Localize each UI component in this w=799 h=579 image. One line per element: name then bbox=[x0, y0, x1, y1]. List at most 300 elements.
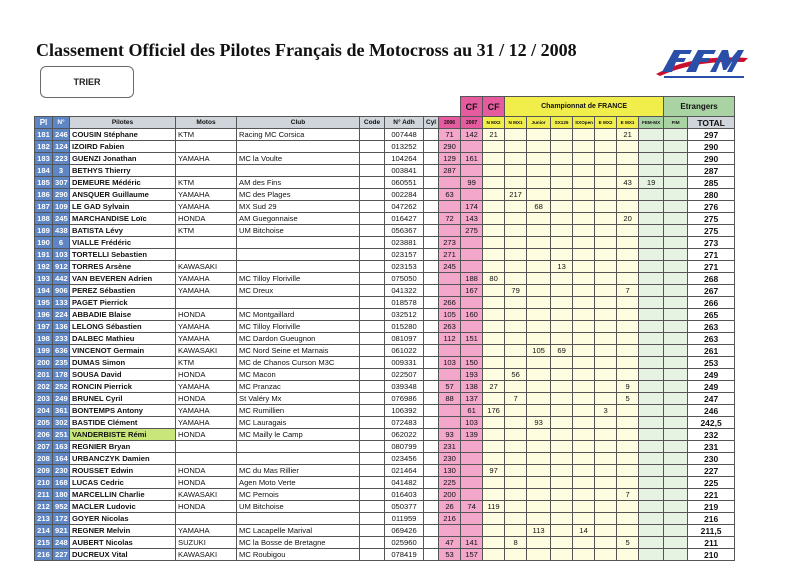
cell-sxopen bbox=[573, 285, 595, 297]
cell-name: PAGET Pierrick bbox=[70, 297, 176, 309]
cell-num: 952 bbox=[53, 501, 70, 513]
cell-fim bbox=[664, 141, 688, 153]
cell-cf2007: 142 bbox=[461, 129, 483, 141]
cell-junior bbox=[527, 261, 551, 273]
cell-name: VANDERBISTE Rémi bbox=[70, 429, 176, 441]
cell-junior bbox=[527, 213, 551, 225]
cell-cyl bbox=[424, 309, 439, 321]
cell-junior bbox=[527, 273, 551, 285]
col-sx125: SX125 bbox=[551, 117, 573, 129]
cell-sx125 bbox=[551, 369, 573, 381]
cell-sxopen bbox=[573, 477, 595, 489]
cell-club bbox=[237, 141, 360, 153]
cell-sx125 bbox=[551, 525, 573, 537]
cell-junior bbox=[527, 429, 551, 441]
cell-junior: 93 bbox=[527, 417, 551, 429]
cell-mx1 bbox=[505, 165, 527, 177]
cell-mx1: 7 bbox=[505, 393, 527, 405]
col-total: TOTAL bbox=[688, 117, 735, 129]
cell-fim bbox=[664, 225, 688, 237]
cell-code bbox=[360, 285, 385, 297]
cell-name: BRUNEL Cyril bbox=[70, 393, 176, 405]
cell-emx2 bbox=[595, 501, 617, 513]
cell-total: 211,5 bbox=[688, 525, 735, 537]
cell-emx1 bbox=[617, 237, 639, 249]
cell-junior bbox=[527, 357, 551, 369]
cell-code bbox=[360, 549, 385, 561]
cell-fim bbox=[664, 489, 688, 501]
cell-adh: 081097 bbox=[385, 333, 424, 345]
cell-sx125: 13 bbox=[551, 261, 573, 273]
cell-num: 921 bbox=[53, 525, 70, 537]
cell-moto: KAWASAKI bbox=[176, 261, 237, 273]
cell-emx2 bbox=[595, 213, 617, 225]
cell-name: RONCIN Pierrick bbox=[70, 381, 176, 393]
cell-cf2006: 105 bbox=[439, 309, 461, 321]
cell-adh: 039348 bbox=[385, 381, 424, 393]
cell-fim bbox=[664, 285, 688, 297]
cell-emx2 bbox=[595, 537, 617, 549]
cell-junior bbox=[527, 369, 551, 381]
cell-fim bbox=[664, 549, 688, 561]
cell-code bbox=[360, 477, 385, 489]
cell-club bbox=[237, 249, 360, 261]
cell-sx125 bbox=[551, 465, 573, 477]
cell-code bbox=[360, 417, 385, 429]
table-row bbox=[35, 537, 776, 549]
table-row bbox=[35, 153, 776, 165]
table-row bbox=[35, 201, 776, 213]
cell-total: 211 bbox=[688, 537, 735, 549]
cell-emx2 bbox=[595, 237, 617, 249]
cell-fim bbox=[664, 429, 688, 441]
cell-fem bbox=[639, 537, 664, 549]
cell-fem bbox=[639, 525, 664, 537]
cell-moto: KTM bbox=[176, 177, 237, 189]
cell-fem bbox=[639, 357, 664, 369]
cell-fim bbox=[664, 201, 688, 213]
cell-sxopen bbox=[573, 153, 595, 165]
cell-sx125 bbox=[551, 453, 573, 465]
cell-mx2 bbox=[483, 249, 505, 261]
cell-mx1 bbox=[505, 321, 527, 333]
cell-fim bbox=[664, 369, 688, 381]
cell-code bbox=[360, 177, 385, 189]
cell-cf2007: 151 bbox=[461, 333, 483, 345]
cell-fim bbox=[664, 333, 688, 345]
cell-mx1 bbox=[505, 213, 527, 225]
cell-cf2006: 290 bbox=[439, 141, 461, 153]
cell-mx2 bbox=[483, 477, 505, 489]
cell-cf2007: 137 bbox=[461, 393, 483, 405]
cell-num: 361 bbox=[53, 405, 70, 417]
cell-sx125 bbox=[551, 501, 573, 513]
table-row bbox=[35, 297, 776, 309]
cell-mx1 bbox=[505, 477, 527, 489]
cell-cyl bbox=[424, 297, 439, 309]
cell-sx125 bbox=[551, 225, 573, 237]
cell-sxopen bbox=[573, 225, 595, 237]
cell-pl: 211 bbox=[35, 489, 53, 501]
cell-fem bbox=[639, 441, 664, 453]
cell-mx2 bbox=[483, 513, 505, 525]
cell-mx2 bbox=[483, 345, 505, 357]
cell-name: DUMAS Simon bbox=[70, 357, 176, 369]
cell-fem bbox=[639, 393, 664, 405]
cell-emx2 bbox=[595, 429, 617, 441]
cell-moto: YAMAHA bbox=[176, 285, 237, 297]
table-row bbox=[35, 309, 776, 321]
cell-num: 227 bbox=[53, 549, 70, 561]
cell-emx1 bbox=[617, 153, 639, 165]
col-nmx2: N MX2 bbox=[483, 117, 505, 129]
cell-cf2007: 174 bbox=[461, 201, 483, 213]
cell-club bbox=[237, 237, 360, 249]
cell-total: 232 bbox=[688, 429, 735, 441]
cell-total: 249 bbox=[688, 381, 735, 393]
cell-mx2 bbox=[483, 441, 505, 453]
cell-num: 109 bbox=[53, 201, 70, 213]
cell-cf2007 bbox=[461, 189, 483, 201]
cell-fem bbox=[639, 201, 664, 213]
cell-fem bbox=[639, 417, 664, 429]
cell-cf2007 bbox=[461, 525, 483, 537]
cell-adh: 076986 bbox=[385, 393, 424, 405]
cell-cf2007: 99 bbox=[461, 177, 483, 189]
cell-junior: 105 bbox=[527, 345, 551, 357]
cell-mx2 bbox=[483, 453, 505, 465]
cell-sxopen bbox=[573, 501, 595, 513]
cell-emx2 bbox=[595, 249, 617, 261]
cell-name: IZOIRD Fabien bbox=[70, 141, 176, 153]
cell-pl: 208 bbox=[35, 453, 53, 465]
cell-cyl bbox=[424, 525, 439, 537]
cell-junior bbox=[527, 309, 551, 321]
cell-adh: 061022 bbox=[385, 345, 424, 357]
cell-emx2 bbox=[595, 285, 617, 297]
cell-emx1 bbox=[617, 225, 639, 237]
cell-fem bbox=[639, 153, 664, 165]
cell-cf2007 bbox=[461, 249, 483, 261]
championnat-header: Championnat de FRANCE bbox=[505, 97, 664, 117]
cell-moto: HONDA bbox=[176, 465, 237, 477]
cell-sxopen bbox=[573, 165, 595, 177]
cell-cyl bbox=[424, 213, 439, 225]
cell-cf2006: 57 bbox=[439, 381, 461, 393]
cell-adh: 021464 bbox=[385, 465, 424, 477]
cell-total: 225 bbox=[688, 477, 735, 489]
cell-code bbox=[360, 321, 385, 333]
cell-mx2: 119 bbox=[483, 501, 505, 513]
cell-moto: HONDA bbox=[176, 429, 237, 441]
cell-pl: 189 bbox=[35, 225, 53, 237]
cell-num: 302 bbox=[53, 417, 70, 429]
cell-emx1: 5 bbox=[617, 393, 639, 405]
cell-total: 265 bbox=[688, 309, 735, 321]
cell-sxopen bbox=[573, 453, 595, 465]
cell-cf2006: 93 bbox=[439, 429, 461, 441]
cell-num: 246 bbox=[53, 129, 70, 141]
cell-cf2006: 53 bbox=[439, 549, 461, 561]
cell-mx1 bbox=[505, 237, 527, 249]
cell-total: 287 bbox=[688, 165, 735, 177]
cell-mx1 bbox=[505, 153, 527, 165]
cell-name: ABBADIE Blaise bbox=[70, 309, 176, 321]
cell-sxopen bbox=[573, 129, 595, 141]
cell-club: AM des Fins bbox=[237, 177, 360, 189]
cell-cf2007 bbox=[461, 489, 483, 501]
cell-pl: 194 bbox=[35, 285, 53, 297]
cell-pl: 181 bbox=[35, 129, 53, 141]
cell-cyl bbox=[424, 513, 439, 525]
cell-adh: 023456 bbox=[385, 453, 424, 465]
cell-sx125 bbox=[551, 201, 573, 213]
col-club: Club bbox=[237, 117, 360, 129]
cell-name: AUBERT Nicolas bbox=[70, 537, 176, 549]
cell-code bbox=[360, 393, 385, 405]
cell-fim bbox=[664, 189, 688, 201]
cell-code bbox=[360, 297, 385, 309]
cell-mx2 bbox=[483, 357, 505, 369]
cell-code bbox=[360, 261, 385, 273]
cell-cyl bbox=[424, 285, 439, 297]
cell-mx1: 79 bbox=[505, 285, 527, 297]
cell-fim bbox=[664, 537, 688, 549]
cell-moto: YAMAHA bbox=[176, 321, 237, 333]
cell-mx1 bbox=[505, 309, 527, 321]
cell-sx125 bbox=[551, 489, 573, 501]
cell-mx2 bbox=[483, 549, 505, 561]
cell-code bbox=[360, 453, 385, 465]
cell-num: 235 bbox=[53, 357, 70, 369]
cell-sxopen bbox=[573, 297, 595, 309]
cell-code bbox=[360, 189, 385, 201]
table-row bbox=[35, 213, 776, 225]
cell-cf2007 bbox=[461, 441, 483, 453]
cell-pl: 212 bbox=[35, 501, 53, 513]
cell-total: 275 bbox=[688, 213, 735, 225]
cell-emx2 bbox=[595, 189, 617, 201]
cell-fim bbox=[664, 357, 688, 369]
cell-mx1 bbox=[505, 417, 527, 429]
cell-num: 442 bbox=[53, 273, 70, 285]
cell-fim bbox=[664, 405, 688, 417]
cell-pl: 216 bbox=[35, 549, 53, 561]
cell-emx2 bbox=[595, 309, 617, 321]
cell-emx1 bbox=[617, 273, 639, 285]
col-nmx1: N MX1 bbox=[505, 117, 527, 129]
cell-club: MC Pranzac bbox=[237, 381, 360, 393]
cell-adh: 002284 bbox=[385, 189, 424, 201]
cell-moto: YAMAHA bbox=[176, 333, 237, 345]
cell-fem bbox=[639, 309, 664, 321]
col-cf2007: 2007 bbox=[461, 117, 483, 129]
cell-club: MC Montgaillard bbox=[237, 309, 360, 321]
cell-cf2007 bbox=[461, 513, 483, 525]
cell-moto: YAMAHA bbox=[176, 381, 237, 393]
cell-cyl bbox=[424, 177, 439, 189]
cell-fim bbox=[664, 309, 688, 321]
cell-num: 168 bbox=[53, 477, 70, 489]
cell-emx2 bbox=[595, 333, 617, 345]
table-row bbox=[35, 369, 776, 381]
cell-cf2006: 88 bbox=[439, 393, 461, 405]
cell-emx2 bbox=[595, 273, 617, 285]
cell-total: 271 bbox=[688, 249, 735, 261]
cell-code bbox=[360, 405, 385, 417]
cell-moto bbox=[176, 453, 237, 465]
cell-cyl bbox=[424, 261, 439, 273]
cell-cyl bbox=[424, 249, 439, 261]
col-sxopen: SXOpen bbox=[573, 117, 595, 129]
table-row bbox=[35, 465, 776, 477]
cell-emx1 bbox=[617, 357, 639, 369]
table-row bbox=[35, 285, 776, 297]
cell-mx2 bbox=[483, 309, 505, 321]
cell-emx1 bbox=[617, 429, 639, 441]
cell-cf2007: 275 bbox=[461, 225, 483, 237]
table-row bbox=[35, 237, 776, 249]
cell-mx2 bbox=[483, 165, 505, 177]
cell-moto bbox=[176, 441, 237, 453]
cell-emx1: 21 bbox=[617, 129, 639, 141]
table-row bbox=[35, 405, 776, 417]
cell-sx125 bbox=[551, 177, 573, 189]
cell-adh: 007448 bbox=[385, 129, 424, 141]
cell-mx1 bbox=[505, 177, 527, 189]
cell-total: 261 bbox=[688, 345, 735, 357]
cell-name: DUCREUX Vital bbox=[70, 549, 176, 561]
cell-code bbox=[360, 369, 385, 381]
cell-club: UM Bitchoise bbox=[237, 225, 360, 237]
cell-mx1: 56 bbox=[505, 369, 527, 381]
col-fem-mx: FEM-MX bbox=[639, 117, 664, 129]
cell-sxopen bbox=[573, 201, 595, 213]
cell-junior bbox=[527, 477, 551, 489]
cell-adh: 104264 bbox=[385, 153, 424, 165]
cell-emx2 bbox=[595, 153, 617, 165]
table-row bbox=[35, 189, 776, 201]
cell-sx125 bbox=[551, 357, 573, 369]
cell-code bbox=[360, 465, 385, 477]
cell-moto: KAWASAKI bbox=[176, 489, 237, 501]
cell-fem bbox=[639, 285, 664, 297]
cell-sx125 bbox=[551, 189, 573, 201]
cell-name: ROUSSET Edwin bbox=[70, 465, 176, 477]
cell-fim bbox=[664, 249, 688, 261]
cell-adh: 106392 bbox=[385, 405, 424, 417]
cell-fem bbox=[639, 165, 664, 177]
cell-name: TORTELLI Sebastien bbox=[70, 249, 176, 261]
cell-fim bbox=[664, 525, 688, 537]
page-title: Classement Officiel des Pilotes Français de Motocross au 31 / 12 / 2008 bbox=[36, 40, 577, 60]
cell-total: 221 bbox=[688, 489, 735, 501]
cell-fem bbox=[639, 189, 664, 201]
cell-adh: 013252 bbox=[385, 141, 424, 153]
cell-cf2007 bbox=[461, 237, 483, 249]
cell-adh: 009331 bbox=[385, 357, 424, 369]
cell-club bbox=[237, 165, 360, 177]
cell-sxopen bbox=[573, 321, 595, 333]
cell-emx1 bbox=[617, 417, 639, 429]
cf-2007-group-header: CF bbox=[483, 97, 505, 117]
cell-sxopen: 14 bbox=[573, 525, 595, 537]
cell-mx1 bbox=[505, 381, 527, 393]
cell-club bbox=[237, 297, 360, 309]
cell-mx1 bbox=[505, 525, 527, 537]
cell-fem bbox=[639, 225, 664, 237]
cell-cf2006: 216 bbox=[439, 513, 461, 525]
cell-club: MC Tilloy Floriville bbox=[237, 321, 360, 333]
cell-cyl bbox=[424, 153, 439, 165]
cell-mx1 bbox=[505, 405, 527, 417]
cell-fem bbox=[639, 489, 664, 501]
cell-moto: HONDA bbox=[176, 309, 237, 321]
cell-emx1 bbox=[617, 309, 639, 321]
cell-cyl bbox=[424, 129, 439, 141]
cell-pl: 184 bbox=[35, 165, 53, 177]
cell-club: MC Dreux bbox=[237, 285, 360, 297]
cell-club: UM Bitchoise bbox=[237, 501, 360, 513]
cell-num: 252 bbox=[53, 381, 70, 393]
cell-adh: 075050 bbox=[385, 273, 424, 285]
cell-num: 223 bbox=[53, 153, 70, 165]
cell-code bbox=[360, 537, 385, 549]
cell-fem bbox=[639, 141, 664, 153]
cell-cyl bbox=[424, 477, 439, 489]
cell-cf2006: 200 bbox=[439, 489, 461, 501]
cell-mx2 bbox=[483, 177, 505, 189]
cell-code bbox=[360, 273, 385, 285]
col-motos: Motos bbox=[176, 117, 237, 129]
cell-emx2: 3 bbox=[595, 405, 617, 417]
cell-total: 249 bbox=[688, 369, 735, 381]
cell-cf2007 bbox=[461, 261, 483, 273]
cell-fem bbox=[639, 465, 664, 477]
cell-adh: 041482 bbox=[385, 477, 424, 489]
cell-name: BONTEMPS Antony bbox=[70, 405, 176, 417]
cell-name: PEREZ Sébastien bbox=[70, 285, 176, 297]
cell-junior bbox=[527, 453, 551, 465]
cell-moto bbox=[176, 297, 237, 309]
cell-cf2006: 129 bbox=[439, 153, 461, 165]
cell-num: 6 bbox=[53, 237, 70, 249]
cell-cf2006: 266 bbox=[439, 297, 461, 309]
cell-emx2 bbox=[595, 201, 617, 213]
cell-club: AM Guegonnaise bbox=[237, 213, 360, 225]
cell-cf2006 bbox=[439, 285, 461, 297]
cell-junior bbox=[527, 321, 551, 333]
cell-sxopen bbox=[573, 261, 595, 273]
cell-cyl bbox=[424, 189, 439, 201]
cell-total: 230 bbox=[688, 453, 735, 465]
cell-emx1: 7 bbox=[617, 285, 639, 297]
sort-button[interactable]: TRIER bbox=[40, 66, 134, 98]
cell-cf2007: 150 bbox=[461, 357, 483, 369]
cell-sxopen bbox=[573, 417, 595, 429]
cell-pl: 186 bbox=[35, 189, 53, 201]
table-row bbox=[35, 333, 776, 345]
cell-emx1 bbox=[617, 441, 639, 453]
cell-num: 3 bbox=[53, 165, 70, 177]
cell-total: 267 bbox=[688, 285, 735, 297]
cell-total: 227 bbox=[688, 465, 735, 477]
cell-cf2006: 287 bbox=[439, 165, 461, 177]
cell-cf2006: 130 bbox=[439, 465, 461, 477]
cell-sx125 bbox=[551, 477, 573, 489]
cell-fim bbox=[664, 297, 688, 309]
cell-fem bbox=[639, 513, 664, 525]
